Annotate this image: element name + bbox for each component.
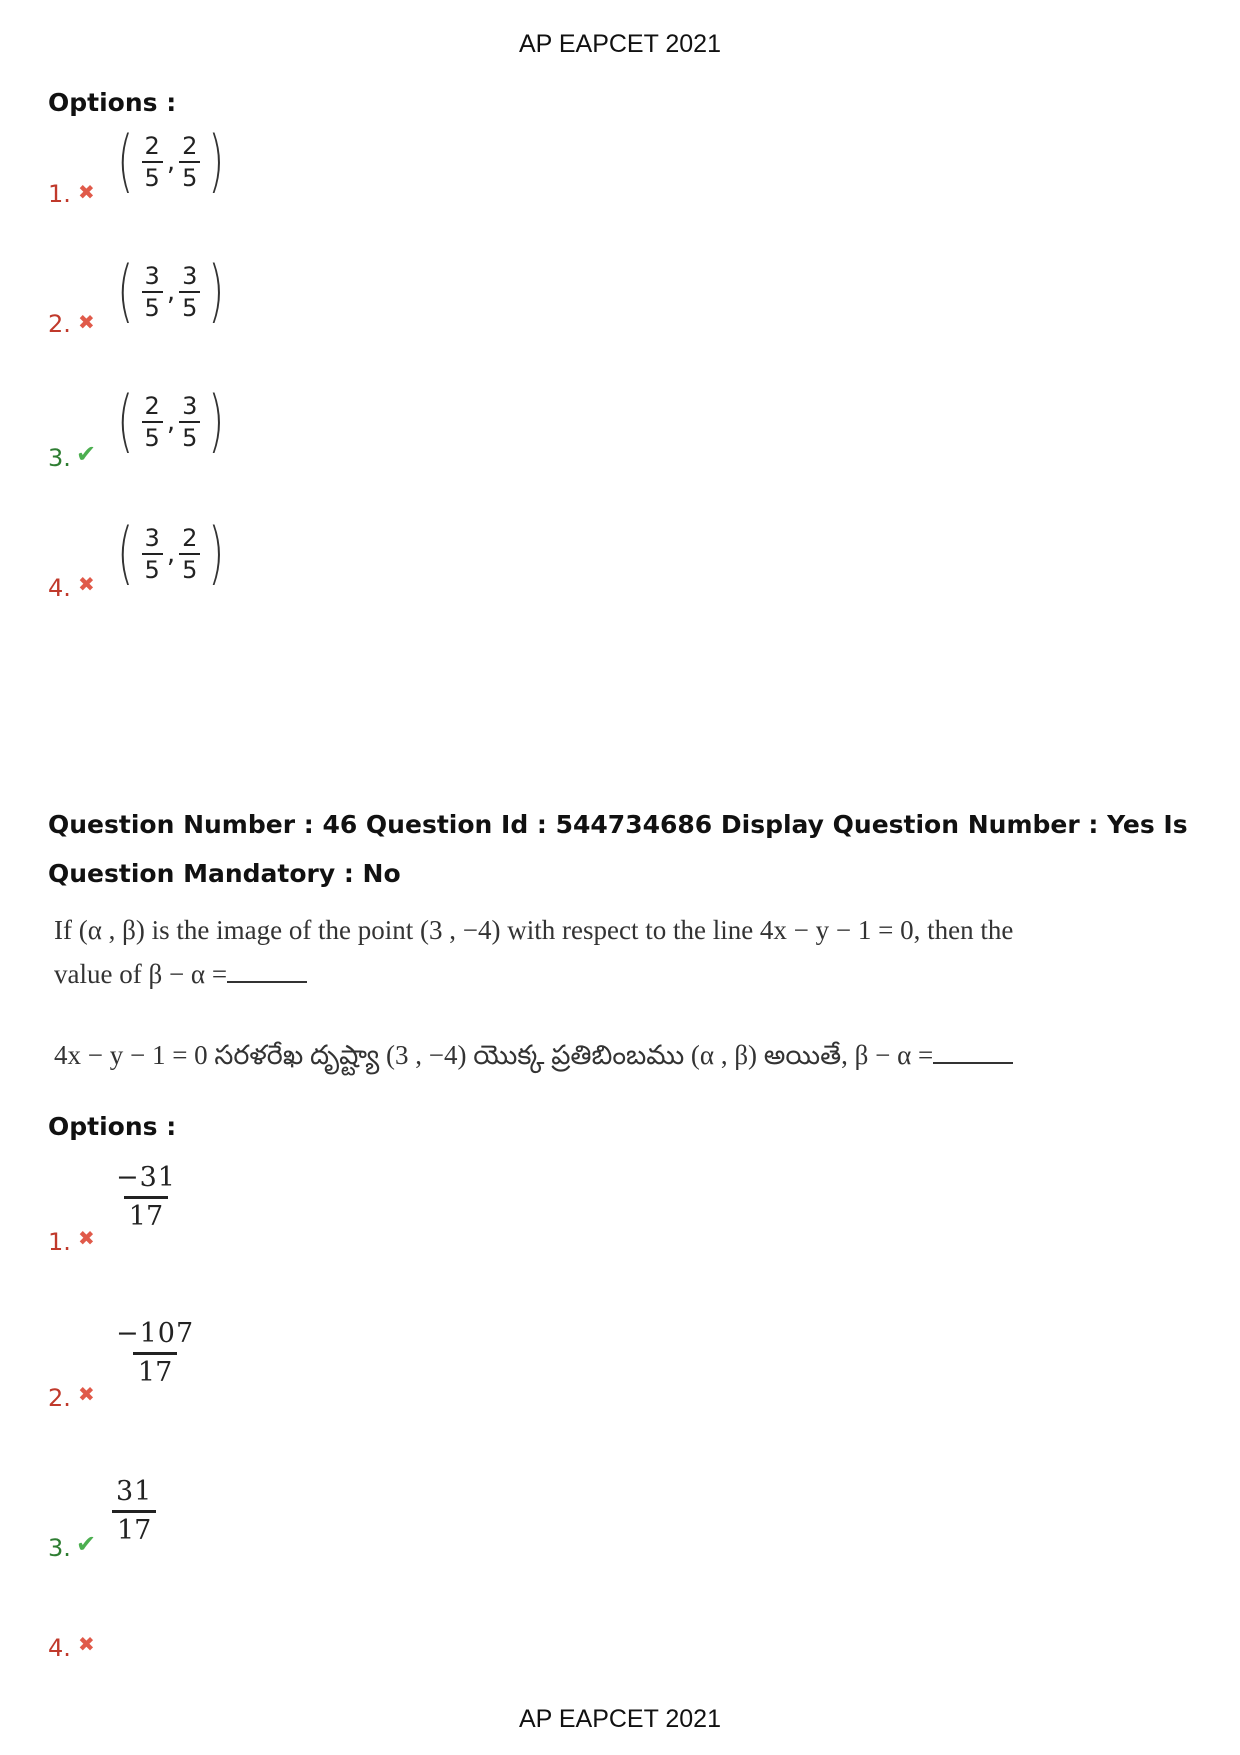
option-3[interactable] bbox=[48, 1474, 648, 1594]
option-1[interactable] bbox=[48, 122, 648, 248]
question-text-telugu: 4x − y − 1 = 0 సరళరేఖ దృష్ట్యా (3 , −4) యొక్క ప్రతిబింబము (α , β) అయితే, β − α = bbox=[54, 1033, 1054, 1077]
fraction: −107 17 bbox=[112, 1316, 198, 1391]
option-2[interactable] bbox=[48, 252, 648, 378]
page-footer: AP EAPCET 2021 bbox=[519, 1705, 721, 1733]
fraction: −31 17 bbox=[112, 1160, 180, 1235]
cross-icon: ✖ bbox=[78, 1632, 95, 1656]
option-4[interactable] bbox=[48, 1620, 648, 1670]
option-number: 3. bbox=[48, 1534, 71, 1562]
options-label: Options : bbox=[48, 1112, 177, 1141]
ordered-pair: ( $\frac{3}{5}$ , $\frac{3}{5}$ ) bbox=[117, 252, 225, 331]
question-line-1: If (α , β) is the image of the point (3 , −4) with respect to the line 4x − y − 1 = 0, then the bbox=[54, 915, 1014, 945]
option-4[interactable] bbox=[48, 514, 648, 640]
option-number: 3. bbox=[48, 444, 71, 472]
option-number: 2. bbox=[48, 1384, 71, 1412]
question-text-english bbox=[54, 908, 1054, 996]
option-number: 1. bbox=[48, 180, 71, 208]
cross-icon: ✖ bbox=[78, 572, 95, 596]
option-2[interactable] bbox=[48, 1316, 648, 1436]
question-header: Question Number : 46 Question Id : 544734686 Display Question Number : Yes Is Question Mandatory : No bbox=[48, 810, 1188, 888]
check-icon: ✔ bbox=[76, 440, 97, 468]
option-1[interactable] bbox=[48, 1160, 648, 1280]
option-3[interactable] bbox=[48, 382, 648, 508]
options-label: Options : bbox=[48, 88, 177, 117]
cross-icon: ✖ bbox=[78, 1382, 95, 1406]
cross-icon: ✖ bbox=[78, 180, 95, 204]
ordered-pair: ( $\frac{3}{5}$ , $\frac{2}{5}$ ) bbox=[117, 514, 225, 593]
fraction: 31 17 bbox=[112, 1474, 156, 1549]
page-header: AP EAPCET 2021 bbox=[519, 30, 721, 58]
cross-icon: ✖ bbox=[78, 310, 95, 334]
question-line-2: value of β − α = bbox=[54, 952, 1054, 996]
option-number: 4. bbox=[48, 574, 71, 602]
option-number: 1. bbox=[48, 1228, 71, 1256]
cross-icon: ✖ bbox=[78, 1226, 95, 1250]
ordered-pair: ( $\frac{2}{5}$ , $\frac{3}{5}$ ) bbox=[117, 382, 225, 461]
check-icon: ✔ bbox=[76, 1530, 97, 1558]
ordered-pair: ( $\frac{2}{5}$ , $\frac{2}{5}$ ) bbox=[117, 122, 225, 201]
option-number: 4. bbox=[48, 1634, 71, 1662]
option-number: 2. bbox=[48, 310, 71, 338]
